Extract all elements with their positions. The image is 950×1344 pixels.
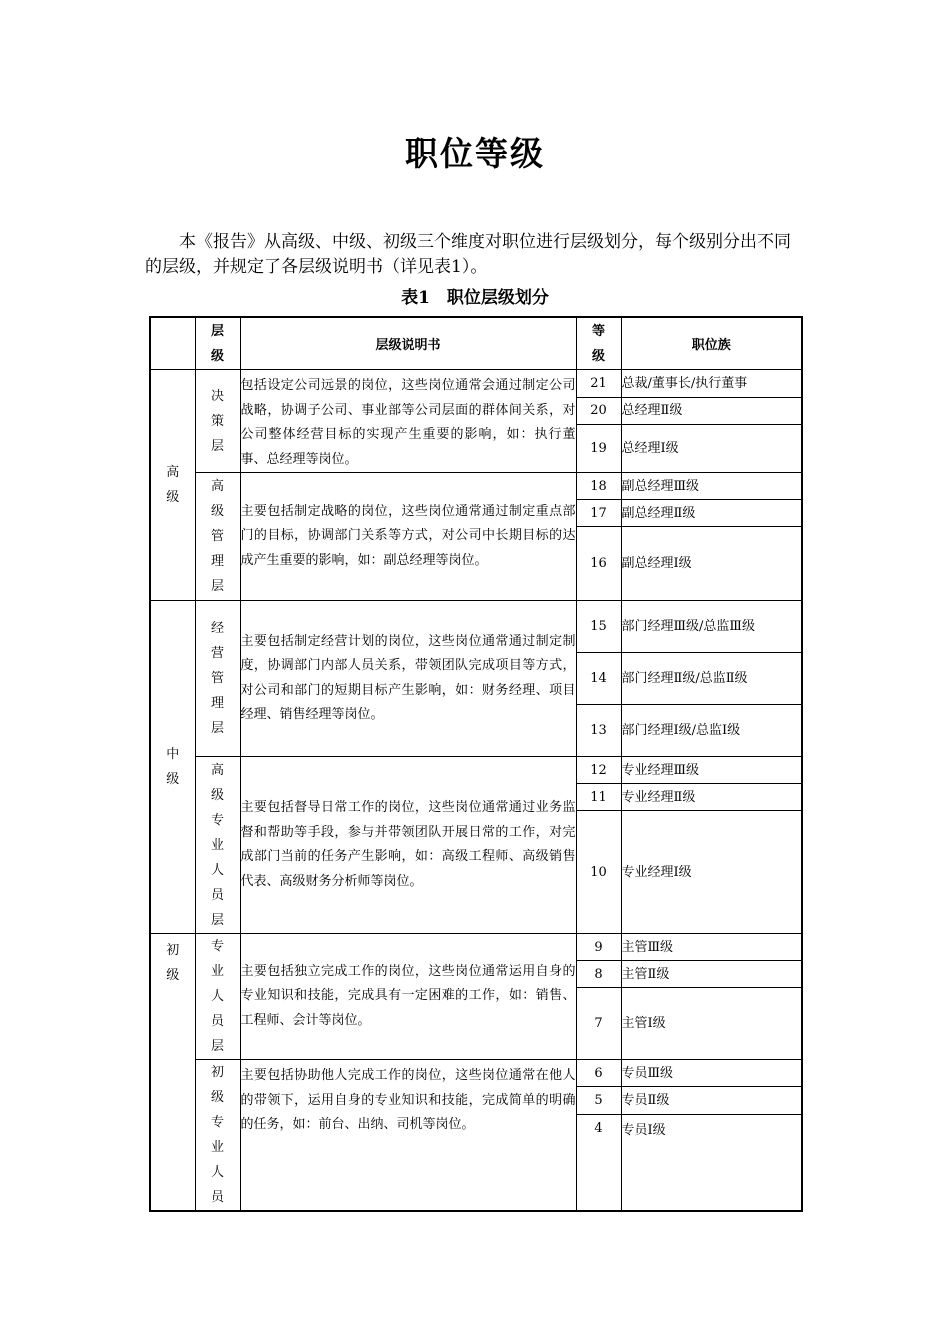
grade-cell: 19 xyxy=(576,425,621,473)
grade-cell: 11 xyxy=(576,784,621,811)
grade-cell: 15 xyxy=(576,601,621,653)
position-family-cell: 主管Ⅱ级 xyxy=(621,961,802,988)
table-caption: 表1 职位层级划分 xyxy=(401,288,549,308)
position-level-table xyxy=(149,316,803,1212)
grade-cell: 12 xyxy=(576,757,621,784)
position-family-cell: 副总经理Ⅱ级 xyxy=(621,500,802,527)
grade-cell: 9 xyxy=(576,934,621,961)
position-family-cell: 副总经理Ⅲ级 xyxy=(621,473,802,500)
grade-cell: 17 xyxy=(576,500,621,527)
grade-cell: 6 xyxy=(576,1060,621,1087)
grade-cell: 14 xyxy=(576,653,621,705)
description-junior-professional: 主要包括协助他人完成工作的岗位，这些岗位通常在他人的带领下，运用自身的专业知识和技能，完成简单的明确的任务，如：前台、出纳、司机等岗位。 xyxy=(240,1060,576,1212)
grade-cell: 13 xyxy=(576,705,621,757)
position-family-cell: 部门经理Ⅱ级/总监Ⅱ级 xyxy=(621,653,802,705)
sublayer-decision: 决策层 xyxy=(195,370,240,473)
position-family-cell: 专业经理Ⅱ级 xyxy=(621,784,802,811)
table-row xyxy=(150,934,802,961)
position-family-cell: 专业经理Ⅰ级 xyxy=(621,811,802,934)
position-family-cell: 主管Ⅲ级 xyxy=(621,934,802,961)
header-grade: 等级 xyxy=(576,317,621,370)
position-family-cell: 总经理Ⅰ级 xyxy=(621,425,802,473)
position-family-cell: 专员Ⅰ级 xyxy=(621,1114,802,1211)
table-row xyxy=(150,370,802,398)
position-family-cell: 总经理Ⅱ级 xyxy=(621,397,802,425)
grade-cell: 5 xyxy=(576,1087,621,1114)
table-row xyxy=(150,1060,802,1087)
grade-cell: 20 xyxy=(576,397,621,425)
sublayer-operations-management: 经营管理层 xyxy=(195,601,240,757)
header-layer: 层级 xyxy=(195,317,240,370)
grade-cell: 8 xyxy=(576,961,621,988)
intro-paragraph: 本《报告》从高级、中级、初级三个维度对职位进行层级划分，每个级别分出不同的层级，并规定了各层级说明书（详见表1）。 xyxy=(145,232,791,277)
position-family-cell: 部门经理Ⅰ级/总监Ⅰ级 xyxy=(621,705,802,757)
header-row xyxy=(150,317,802,370)
position-family-cell: 专业经理Ⅲ级 xyxy=(621,757,802,784)
level-high: 高级 xyxy=(150,370,195,601)
position-family-cell: 专员Ⅲ级 xyxy=(621,1060,802,1087)
description-professional: 主要包括独立完成工作的岗位，这些岗位通常运用自身的专业知识和技能，完成具有一定困难的工作，如：销售、工程师、会计等岗位。 xyxy=(240,934,576,1060)
header-position-family: 职位族 xyxy=(621,317,802,370)
sublayer-professional: 专业人员层 xyxy=(195,934,240,1060)
page-title: 职位等级 xyxy=(405,134,545,173)
sublayer-junior-professional: 初级专业人员 xyxy=(195,1060,240,1212)
position-family-cell: 专员Ⅱ级 xyxy=(621,1087,802,1114)
description-operations-management: 主要包括制定经营计划的岗位，这些岗位通常通过制定制度，协调部门内部人员关系，带领团队完成项目等方式，对公司和部门的短期目标产生影响，如：财务经理、项目经理、销售经理等岗位。 xyxy=(240,601,576,757)
level-low: 初级 xyxy=(150,934,195,1212)
grade-cell: 4 xyxy=(576,1114,621,1211)
description-senior-professional: 主要包括督导日常工作的岗位，这些岗位通常通过业务监督和帮助等手段，参与并带领团队开展日常的工作，对完成部门当前的任务产生影响，如：高级工程师、高级销售代表、高级财务分析师等岗位。 xyxy=(240,757,576,934)
header-description: 层级说明书 xyxy=(240,317,576,370)
description-decision: 包括设定公司远景的岗位，这些岗位通常会通过制定公司战略，协调子公司、事业部等公司层面的群体间关系，对公司整体经营目标的实现产生重要的影响，如：执行董事、总经理等岗位。 xyxy=(240,370,576,473)
position-family-cell: 主管Ⅰ级 xyxy=(621,988,802,1060)
table-row xyxy=(150,473,802,500)
position-family-cell: 部门经理Ⅲ级/总监Ⅲ级 xyxy=(621,601,802,653)
grade-cell: 10 xyxy=(576,811,621,934)
header-blank xyxy=(150,317,195,370)
sublayer-senior-professional: 高级专业人员层 xyxy=(195,757,240,934)
grade-cell: 16 xyxy=(576,527,621,601)
grade-cell: 7 xyxy=(576,988,621,1060)
sublayer-senior-management: 高级管理层 xyxy=(195,473,240,601)
position-family-cell: 总裁/董事长/执行董事 xyxy=(621,370,802,398)
grade-cell: 18 xyxy=(576,473,621,500)
grade-cell: 21 xyxy=(576,370,621,398)
table-row xyxy=(150,601,802,653)
table-row xyxy=(150,757,802,784)
level-mid: 中级 xyxy=(150,601,195,934)
description-senior-management: 主要包括制定战略的岗位，这些岗位通常通过制定重点部门的目标，协调部门关系等方式，对公司中长期目标的达成产生重要的影响，如：副总经理等岗位。 xyxy=(240,473,576,601)
position-family-cell: 副总经理Ⅰ级 xyxy=(621,527,802,601)
